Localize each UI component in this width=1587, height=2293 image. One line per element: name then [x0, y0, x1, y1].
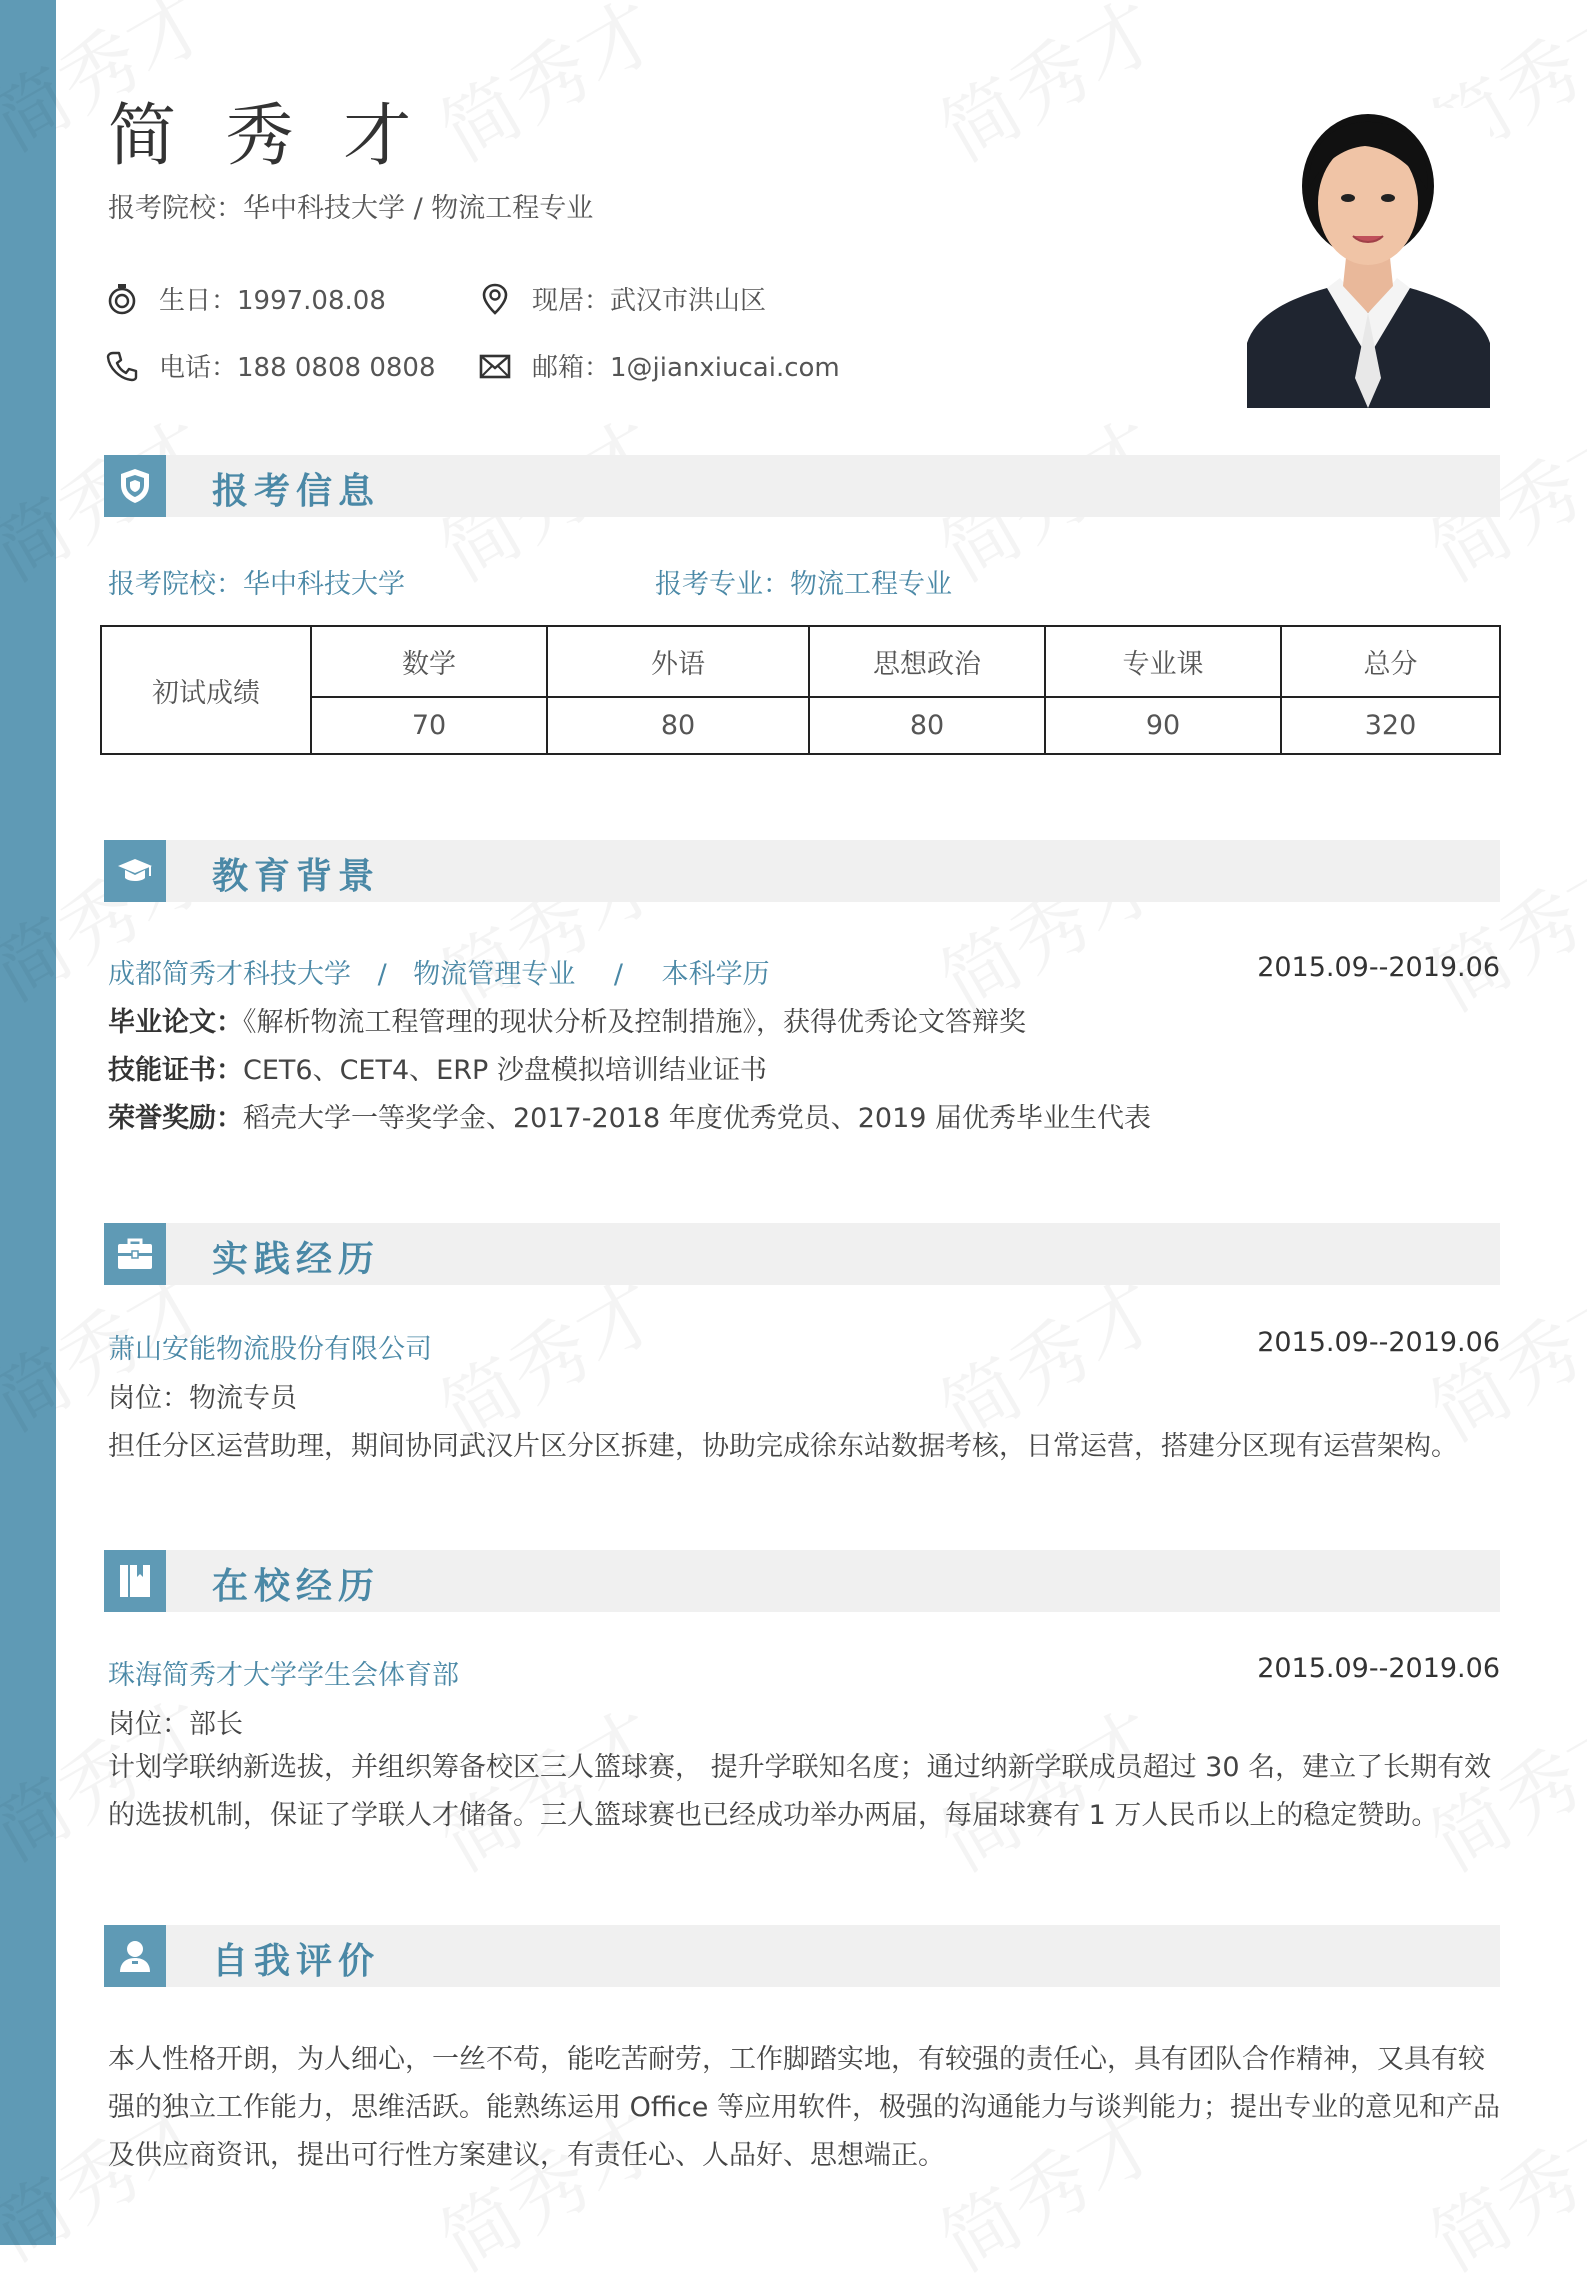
section-icon-bg — [104, 1925, 166, 1987]
briefcase-icon — [115, 1234, 155, 1274]
score-cell: 80 — [547, 697, 809, 754]
honor-label: 荣誉奖励： — [108, 1103, 243, 1134]
thesis-label: 毕业论文： — [108, 1007, 243, 1038]
section-title: 报考信息 — [212, 471, 381, 512]
practice-company: 萧山安能物流股份有限公司 — [108, 1334, 432, 1365]
location-text: 现居：武汉市洪山区 — [532, 286, 767, 316]
table-row — [101, 626, 1500, 697]
stopwatch-icon — [105, 282, 139, 316]
phone-icon — [105, 349, 139, 383]
edu-thesis — [108, 1000, 1026, 1039]
watermark — [418, 0, 677, 183]
section-education — [104, 840, 1500, 902]
campus-org: 珠海简秀才大学学生会体育部 — [108, 1660, 459, 1691]
section-title: 在校经历 — [212, 1566, 381, 1607]
practice-desc: 担任分区运营助理，期间协同武汉片区分区拆建，协助完成徐东站数据考核，日常运营，搭建分区现有运营架构。 — [108, 1431, 1458, 1462]
campus-date: 2015.09--2019.06 — [1257, 1653, 1500, 1684]
user-icon — [115, 1936, 155, 1976]
edu-date: 2015.09--2019.06 — [1257, 952, 1500, 983]
location-info — [478, 280, 766, 317]
column-header: 专业课 — [1045, 626, 1281, 697]
table-row — [101, 697, 1500, 754]
column-header: 外语 — [547, 626, 809, 697]
self-desc: 本人性格开朗，为人细心，一丝不苟，能吃苦耐劳，工作脚踏实地，有较强的责任心，具有团队合作精神，又具有较强的独立工作能力，思维活跃。能熟练运用 Office 等应用软件，极强的沟通能力与谈判能力；提出专业的意见和产品及供应商资讯，提出可行性方案建议，有责任心、人品好、思想端正。 — [108, 2044, 1500, 2171]
edu-separator: / — [613, 959, 623, 990]
cert-label: 技能证书： — [108, 1055, 243, 1086]
map-pin-icon — [478, 282, 512, 316]
birth-text: 生日：1997.08.08 — [159, 286, 386, 316]
score-cell: 80 — [809, 697, 1045, 754]
edu-cert — [108, 1048, 767, 1087]
candidate-name: 简 秀 才 — [108, 97, 426, 176]
campus-desc: 计划学联纳新选拔，并组织筹备校区三人篮球赛， 提升学联知名度；通过纳新学联成员超过 30 名，建立了长期有效的选拔机制，保证了学联人才储备。三人篮球赛也已经成功举办两届，每届球赛有 1 万人民币以上的稳定赞助。 — [108, 1752, 1492, 1831]
book-icon — [115, 1561, 155, 1601]
profile-photo — [1247, 108, 1490, 408]
shield-icon — [115, 466, 155, 506]
email-info — [478, 347, 840, 384]
section-practice — [104, 1223, 1500, 1285]
campus-position: 岗位：部长 — [108, 1709, 243, 1740]
edu-school: 成都简秀才科技大学 — [108, 959, 351, 990]
score-cell: 320 — [1281, 697, 1500, 754]
score-cell: 90 — [1045, 697, 1281, 754]
section-self — [104, 1925, 1500, 1987]
thesis-text: 《解析物流工程管理的现状分析及控制措施》，获得优秀论文答辩奖 — [243, 1007, 1026, 1038]
phone-info — [105, 347, 436, 384]
watermark — [918, 0, 1177, 183]
section-campus — [104, 1550, 1500, 1612]
section-title: 教育背景 — [212, 856, 381, 897]
edu-heading — [108, 952, 770, 991]
scores-table — [100, 625, 1501, 755]
cert-text: CET6、CET4、ERP 沙盘模拟培训结业证书 — [243, 1055, 767, 1086]
envelope-icon — [478, 349, 512, 383]
graduation-cap-icon — [115, 851, 155, 891]
row-label: 初试成绩 — [101, 626, 311, 754]
birth-info — [105, 280, 386, 317]
edu-honor — [108, 1096, 1151, 1135]
section-icon-bg — [104, 455, 166, 517]
edu-major: 物流管理专业 — [413, 959, 576, 990]
score-cell: 70 — [311, 697, 547, 754]
column-header: 思想政治 — [809, 626, 1045, 697]
column-header: 总分 — [1281, 626, 1500, 697]
section-title: 自我评价 — [212, 1941, 381, 1982]
email-text: 邮箱：1@jianxiucai.com — [532, 353, 840, 383]
sidebar-accent — [0, 0, 56, 2245]
section-icon-bg — [104, 1223, 166, 1285]
practice-date: 2015.09--2019.06 — [1257, 1327, 1500, 1358]
apply-school: 报考院校：华中科技大学 — [108, 569, 405, 600]
section-application — [104, 455, 1500, 517]
edu-degree: 本科学历 — [661, 959, 770, 990]
apply-major: 报考专业：物流工程专业 — [655, 569, 952, 600]
section-title: 实践经历 — [212, 1239, 381, 1280]
phone-text: 电话：188 0808 0808 — [159, 353, 436, 383]
header-subtitle: 报考院校：华中科技大学 / 物流工程专业 — [108, 193, 594, 224]
edu-separator: / — [377, 959, 387, 990]
honor-text: 稻壳大学一等奖学金、2017-2018 年度优秀党员、2019 届优秀毕业生代表 — [243, 1103, 1152, 1134]
section-icon-bg — [104, 840, 166, 902]
section-icon-bg — [104, 1550, 166, 1612]
practice-position: 岗位：物流专员 — [108, 1383, 297, 1414]
column-header: 数学 — [311, 626, 547, 697]
